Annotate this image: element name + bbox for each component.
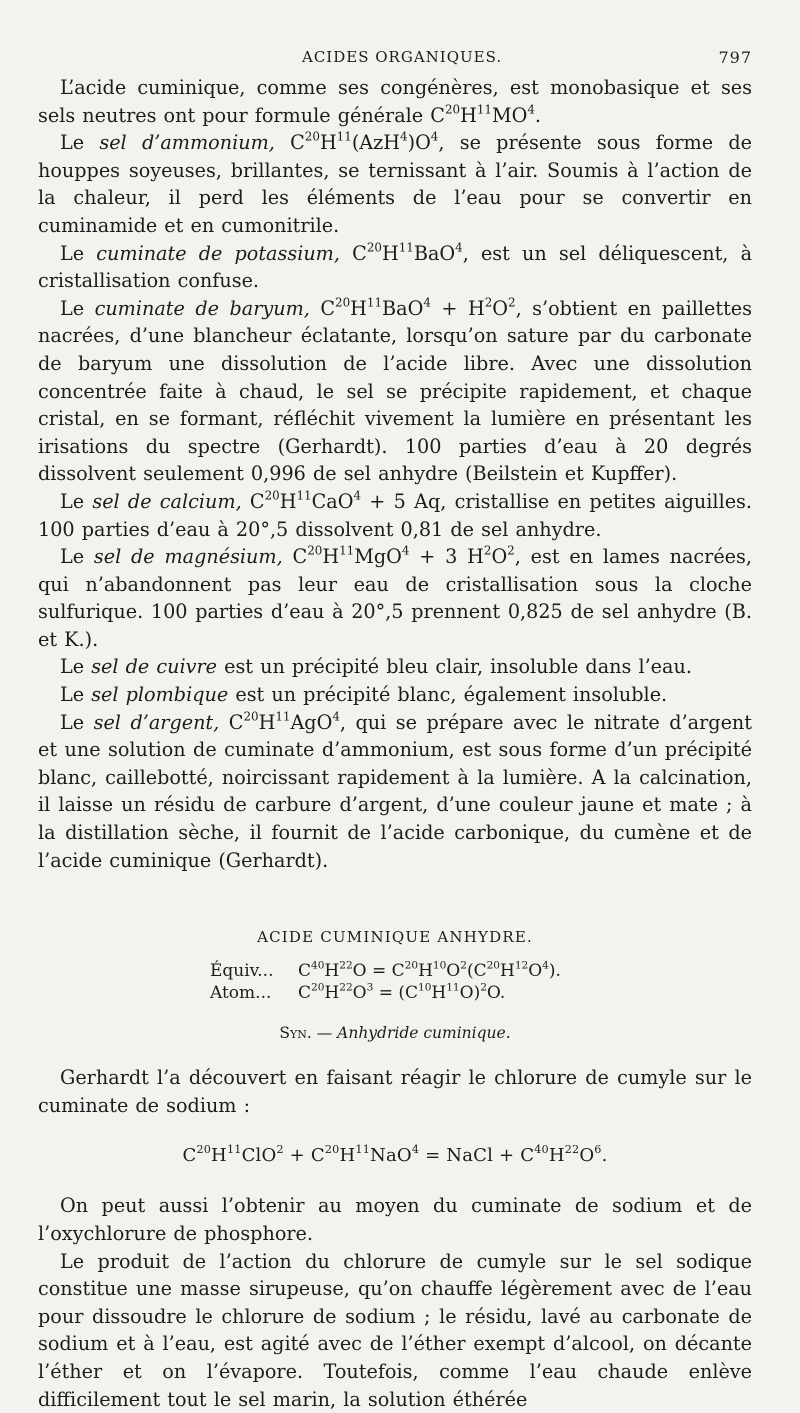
paragraph: Le sel de calcium, $C^{20}H^{11}CaO^4 + 5$ Aq, cristallise en petites aiguilles. 100 parties d’eau à 20°,5 dissolvent 0,81 de sel anhydre.: [38, 488, 753, 541]
section-title: ACIDE CUMINIQUE ANHYDRE.: [257, 928, 533, 947]
syn-dash: —: [311, 1024, 338, 1043]
running-header: [38, 44, 752, 74]
paragraph: On peut aussi l’obtenir au moyen du cuminate de sodium et de l’oxychlorure de phosphore.: [38, 1194, 752, 1245]
paragraph: Le cuminate de baryum, $C^{20}H^{11}BaO^4 + H^2O^2$, s’obtient en paillettes nacrées, d’une blancheur éclatante, lorsqu’on sature par du carbonate de baryum une dissolution de l’acide libre. Avec une dissolution concentrée faite à chaud, le sel se précipite rapidement, et chaque cristal, en se formant, réfléchit vivement la lumière en présentant les irisations du spectre (Gerhardt). 100 parties d’eau à 20 degrés dissolvent seulement 0,996 de sel anhydre (Beilstein et Kupffer).: [38, 295, 752, 486]
syn-label: Syn.: [279, 1024, 312, 1043]
equiv-label: Équiv...: [210, 961, 274, 982]
synonym-line: [38, 1024, 752, 1042]
paragraph: Le produit de l’action du chlorure de cumyle sur le sel sodique constitue une masse sirupeuse, qu’on chauffe légèrement avec de l’eau pour dissoudre le chlorure de sodium ; le résidu, lavé au carbonate de sodium et à l’eau, est agité avec de l’éther exempt d’alcool, on décante l’éther et on l’évapore. Toutefois, comme l’eau chaude enlève difficilement tout le sel marin, la solution éthérée: [38, 1249, 752, 1411]
paragraph: L’acide cuminique, comme ses congénères, est monobasique et ses sels neutres ont pour formule générale $C^{20}H^{11}MO^4$.: [38, 76, 752, 127]
page-number: 797: [718, 48, 752, 67]
paragraph: Le sel plombique est un précipité blanc, également insoluble.: [60, 683, 668, 707]
paragraph: Le sel d’argent, $C^{20}H^{11}AgO^4$, qui se prépare avec le nitrate d’argent et une solution de cuminate d’ammonium, est sous forme d’un précipité blanc, caillebotté, noircissant rapidement à la lumière. A la calcination, il laisse un résidu de carbure d’argent, d’une couleur jaune et mate ; à la distillation sèche, il fournit de l’acide carbonique, du cumène et de l’acide cuminique (Gerhardt).: [38, 709, 752, 872]
body-text-2: [38, 1064, 752, 1119]
paragraph: Le sel de cuivre est un précipité bleu clair, insoluble dans l’eau.: [60, 655, 692, 679]
atom-formula: Atom... $C^{20}H^{22}O^3 = (C^{10}H^{11}O)^2O$.: [210, 981, 506, 1004]
reaction-equation: $C^{20}H^{11}ClO^2 + C^{20}H^{11}NaO^4$ = NaCl + $C^{40}H^{22}O^6$.: [182, 1143, 608, 1167]
running-title: ACIDES ORGANIQUES.: [302, 48, 503, 66]
atom-label: Atom...: [210, 983, 272, 1004]
body-text-3: [38, 1192, 752, 1413]
paragraph: Le sel de magnésium, $C^{20}H^{11}MgO^4 + 3$ $H^2O^2$, est en lames nacrées, qui n’abandonnent pas leur eau de cristallisation sous la cloche sulfurique. 100 parties d’eau à 20°,5 prennent 0,825 de sel anhydre (B. et K.).: [38, 543, 752, 651]
paragraph: Le sel d’ammonium, $C^{20}H^{11}(AzH^4)O^4$, se présente sous forme de houppes soyeuses, brillantes, se ternissant à l’air. Soumis à l’action de la chaleur, il perd les éléments de l’eau pour se convertir en cuminamide et en cumonitrile.: [38, 129, 752, 237]
paragraph: Le cuminate de potassium, $C^{20}H^{11}BaO^4$, est un sel déliquescent, à cristallisation confuse.: [38, 240, 753, 293]
syn-name: Anhydride cuminique.: [337, 1024, 511, 1043]
equiv-formula: Équiv... $C^{40}H^{22}O = C^{20}H^{10}O^2(C^{20}H^{12}O^4)$.: [210, 959, 561, 982]
paragraph: Gerhardt l’a découvert en faisant réagir le chlorure de cumyle sur le cuminate de sodium :: [38, 1066, 752, 1117]
formula-block: [210, 960, 752, 1004]
body-text: [38, 74, 752, 874]
